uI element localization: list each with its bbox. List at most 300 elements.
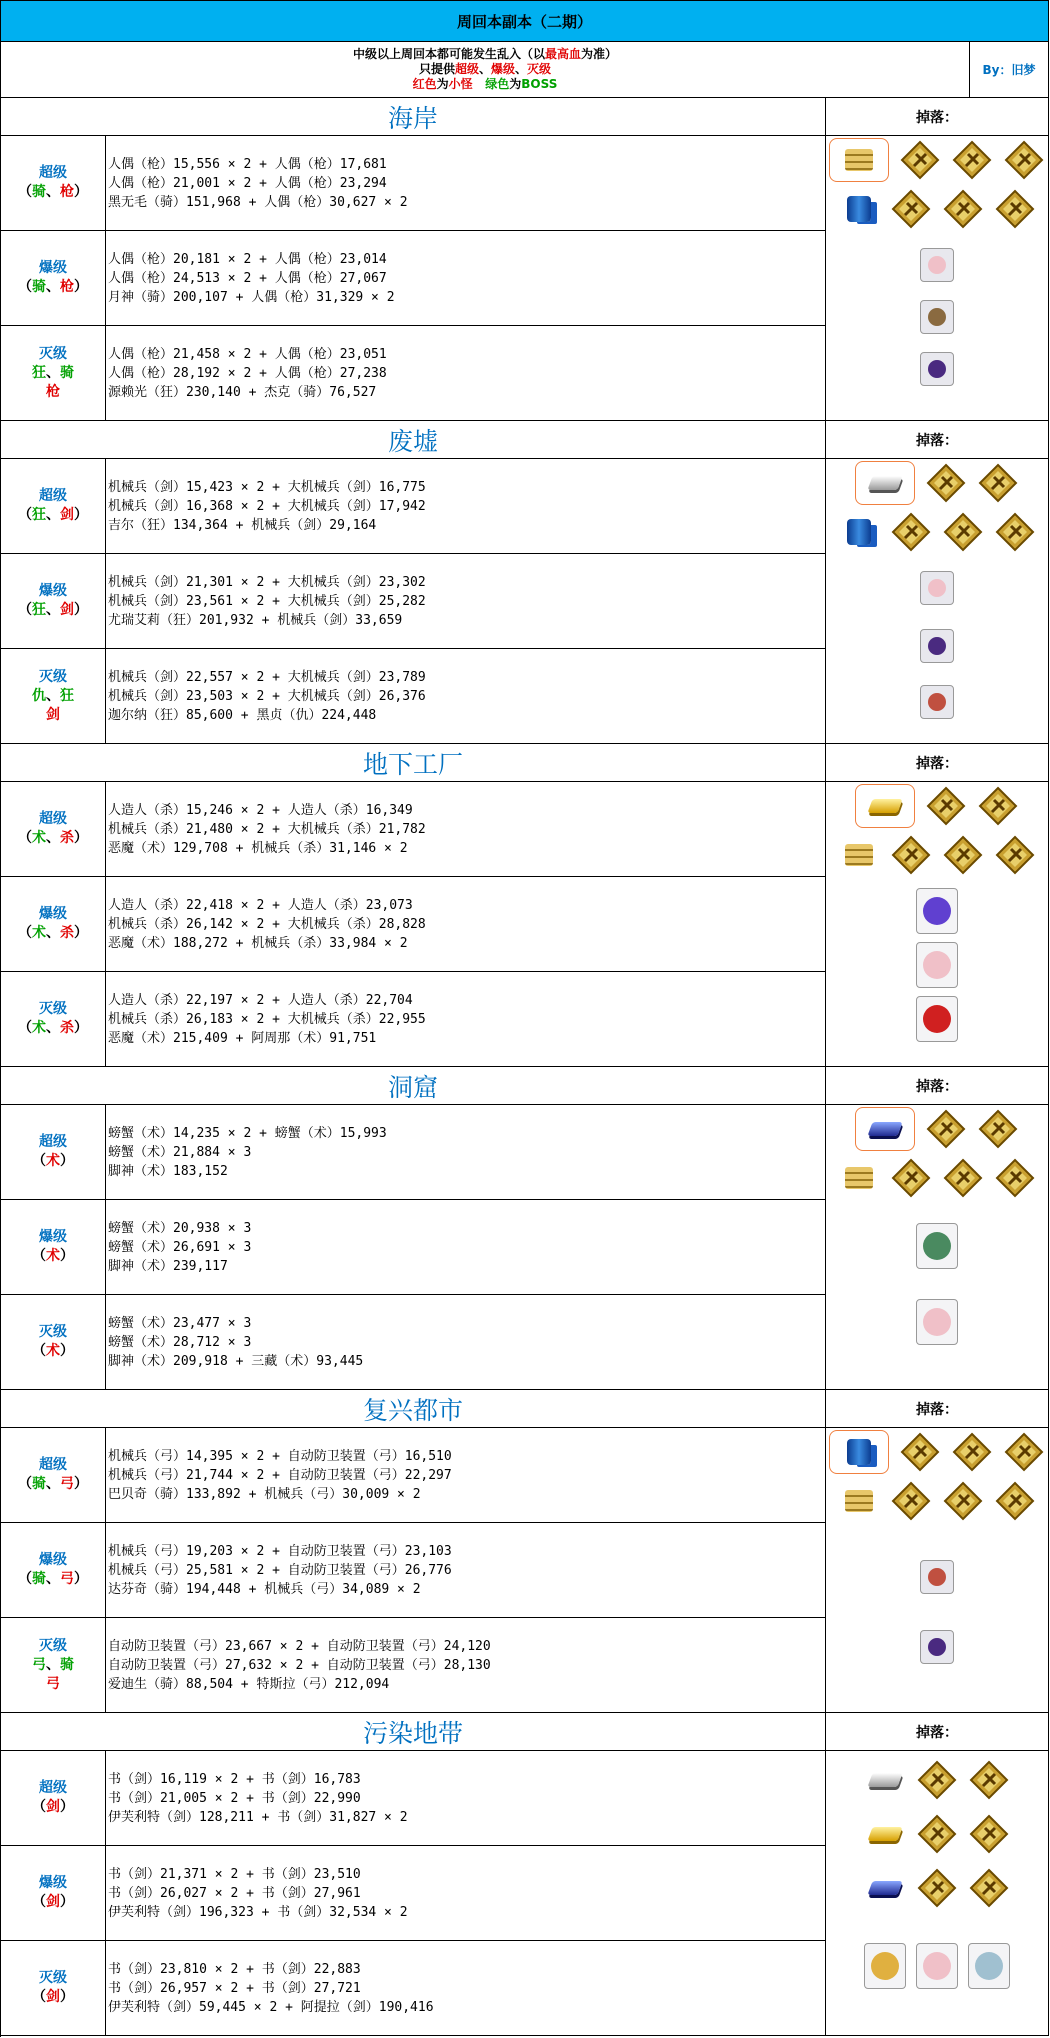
drop-label: 掉落：	[826, 1713, 1048, 1751]
class-part: 仇	[32, 687, 46, 704]
class-part: 骑	[32, 279, 46, 295]
tier-name: 爆级	[39, 1875, 67, 1891]
class-part: 杀	[60, 830, 74, 846]
enemy-list	[106, 1618, 826, 1713]
drops-cell	[826, 782, 1048, 1067]
class-part: 骑	[60, 364, 74, 381]
drop-label: 掉落：	[826, 1390, 1048, 1428]
tier-cell	[1, 554, 106, 649]
class-part: 弓	[32, 1656, 46, 1673]
card-core	[923, 951, 951, 979]
ingot-shape	[867, 476, 902, 490]
class-part: 、	[46, 1476, 60, 1492]
tier-class	[18, 506, 88, 525]
stack-shape	[845, 844, 873, 866]
caster-monument-icon	[968, 1813, 1010, 1855]
drops-cell	[826, 1105, 1048, 1390]
enemy-wave: 人偶（枪）21,001 × 2 + 人偶（枪）23,294	[108, 175, 387, 191]
class-part: 术	[46, 1153, 60, 1169]
archer-piece-icon	[994, 188, 1036, 230]
note-line-3	[413, 77, 558, 92]
lancer-piece-icon	[890, 1480, 932, 1522]
enemy-wave: 恶魔（术）129,708 + 机械兵（杀）31,146 × 2	[108, 840, 408, 856]
drop-label: 掉落：	[826, 421, 1048, 459]
card-core	[923, 897, 951, 925]
card-core	[871, 1952, 899, 1980]
drop-row	[826, 1157, 1048, 1199]
section-title: 废墟	[1, 421, 826, 459]
tier-class	[32, 1893, 74, 1912]
enemy-wave: 书（剑）21,371 × 2 + 书（剑）23,510	[108, 1866, 361, 1882]
note-3-f: BOSS	[521, 77, 558, 91]
enemy-list	[106, 649, 826, 744]
enemy-wave: 机械兵（剑）23,561 × 2 + 大机械兵（剑）25,282	[108, 593, 426, 609]
assassin-piece-icon	[994, 511, 1036, 553]
tier-name: 爆级	[39, 583, 67, 599]
class-part: 剑	[60, 602, 74, 618]
tier-class	[32, 1342, 74, 1361]
section-title: 海岸	[1, 98, 826, 136]
class-part: （	[18, 925, 32, 941]
stack-shape	[845, 1490, 873, 1512]
gold-stack-icon	[838, 1157, 880, 1199]
page-title: 周回本副本（二期）	[1, 1, 1049, 42]
tier-name: 爆级	[39, 906, 67, 922]
drops-cell	[826, 136, 1048, 421]
class-part: ）	[74, 602, 88, 618]
enemy-list	[106, 1846, 826, 1941]
tier-class	[32, 687, 74, 706]
enemy-wave: 脚神（术）209,918 + 三藏（术）93,445	[108, 1353, 364, 1369]
enemy-wave: 人造人（杀）22,197 × 2 + 人造人（杀）22,704	[108, 992, 413, 1008]
blue-ingot-icon	[864, 1867, 906, 1909]
class-part: 、	[46, 687, 60, 704]
drop-row	[826, 461, 1048, 505]
tier-cell	[1, 231, 106, 326]
enemy-wave: 书（剑）26,027 × 2 + 书（剑）27,961	[108, 1885, 361, 1901]
enemy-wave: 伊芙利特（剑）196,323 + 书（剑）32,534 × 2	[108, 1904, 408, 1920]
class-part: （	[32, 1989, 46, 2005]
enemy-wave: 人偶（枪）21,458 × 2 + 人偶（枪）23,051	[108, 346, 387, 362]
tier-cell	[1, 1846, 106, 1941]
section-title: 洞窟	[1, 1067, 826, 1105]
tier-name: 爆级	[39, 260, 67, 276]
class-part: 枪	[46, 383, 60, 400]
section-title: 复兴都市	[1, 1390, 826, 1428]
tier-class	[18, 183, 88, 202]
drop-label: 掉落：	[826, 744, 1048, 782]
class-part: 、	[46, 1656, 60, 1673]
section-1	[1, 98, 1049, 421]
enemy-wave: 吉尔（狂）134,364 + 机械兵（剑）29,164	[108, 517, 377, 533]
enemy-wave: 书（剑）21,005 × 2 + 书（剑）22,990	[108, 1790, 361, 1806]
berserker-piece-icon	[942, 188, 984, 230]
tier-name: 超级	[39, 1457, 67, 1473]
class-part: ）	[74, 830, 88, 846]
class-part: 狂	[32, 364, 46, 381]
class-part: 、	[46, 279, 60, 295]
gem-frame	[920, 1630, 954, 1664]
berserker-monument-icon	[977, 1108, 1019, 1150]
drop-row	[826, 998, 1048, 1040]
enemy-wave: 机械兵（杀）26,142 × 2 + 大机械兵（杀）28,828	[108, 916, 426, 932]
blue-canister-icon	[838, 511, 880, 553]
enemy-wave: 人偶（枪）15,556 × 2 + 人偶（枪）17,681	[108, 156, 387, 172]
class-part: 弓	[46, 1675, 60, 1692]
gem-frame	[920, 571, 954, 605]
ingot-shape	[867, 1827, 902, 1841]
class-part: ）	[74, 1476, 88, 1492]
class-part: （	[32, 1894, 46, 1910]
tier-cell	[1, 326, 106, 421]
tier-cell	[1, 782, 106, 877]
gem-core	[928, 308, 946, 326]
tier-class	[18, 924, 88, 943]
enemy-wave: 螃蟹（术）23,477 × 3	[108, 1315, 252, 1331]
enemy-list	[106, 231, 826, 326]
card-frame	[916, 1299, 958, 1345]
class-part: ）	[74, 925, 88, 941]
archer-piece-icon	[925, 462, 967, 504]
berserker-piece-icon	[942, 511, 984, 553]
note-2-sep1: 、	[478, 62, 491, 76]
drop-row	[826, 1430, 1048, 1474]
caster-monument-icon	[977, 785, 1019, 827]
class-part: ）	[60, 1799, 74, 1815]
notes-text	[1, 42, 969, 97]
lancer-piece-icon	[890, 1157, 932, 1199]
stack-shape	[845, 1167, 873, 1189]
card-frame	[916, 1223, 958, 1269]
caster-piece-icon	[925, 1108, 967, 1150]
mud-icon	[916, 296, 958, 338]
enemy-wave: 机械兵（剑）21,301 × 2 + 大机械兵（剑）23,302	[108, 574, 426, 590]
drop-row	[826, 1107, 1048, 1151]
enemy-wave: 人偶（枪）20,181 × 2 + 人偶（枪）23,014	[108, 251, 387, 267]
drop-row	[826, 1556, 1048, 1598]
drop-row	[826, 567, 1048, 609]
enemy-wave: 人偶（枪）24,513 × 2 + 人偶（枪）27,067	[108, 270, 387, 286]
section-title: 污染地带	[1, 1713, 826, 1751]
tier-name: 爆级	[39, 1552, 67, 1568]
enemy-wave: 恶魔（术）188,272 + 机械兵（杀）33,984 × 2	[108, 935, 408, 951]
enemy-wave: 机械兵（弓）21,744 × 2 + 自动防卫装置（弓）22,297	[108, 1467, 452, 1483]
tier-cell	[1, 1523, 106, 1618]
archer-piece-icon	[916, 1759, 958, 1801]
enemy-list	[106, 1941, 826, 2036]
tier-cell	[1, 1751, 106, 1846]
class-part: 剑	[46, 706, 60, 723]
class-part: 、	[46, 602, 60, 618]
drop-label: 掉落：	[826, 98, 1048, 136]
gem-core	[928, 579, 946, 597]
note-2-sep2: 、	[515, 62, 528, 76]
gem-frame	[920, 248, 954, 282]
tier-cell	[1, 972, 106, 1067]
class-part: 狂	[32, 602, 46, 618]
enemy-wave: 恶魔（术）215,409 + 阿周那（术）91,751	[108, 1030, 377, 1046]
enemy-wave: 自动防卫装置（弓）27,632 × 2 + 自动防卫装置（弓）28,130	[108, 1657, 491, 1673]
enemy-wave: 人造人（杀）22,418 × 2 + 人造人（杀）23,073	[108, 897, 413, 913]
drop-row	[826, 188, 1048, 230]
class-part: ）	[74, 184, 88, 200]
caster-monument-icon	[977, 462, 1019, 504]
class-part: ）	[60, 1894, 74, 1910]
section-5	[1, 1390, 1049, 1713]
class-part: 、	[46, 830, 60, 846]
tier-class	[18, 278, 88, 297]
tier-class	[18, 601, 88, 620]
class-part: 弓	[60, 1571, 74, 1587]
enemy-wave: 螃蟹（术）21,884 × 3	[108, 1144, 252, 1160]
class-part: （	[18, 507, 32, 523]
gem-core	[928, 1568, 946, 1586]
class-part: ）	[60, 1153, 74, 1169]
drops-cell	[826, 459, 1048, 744]
class-part: （	[32, 1248, 46, 1264]
enemy-wave: 迦尔纳（狂）85,600 + 黑贞（仇）224,448	[108, 707, 377, 723]
enemy-wave: 螃蟹（术）28,712 × 3	[108, 1334, 252, 1350]
note-3-b: 为	[436, 77, 449, 91]
assassin-piece-icon	[916, 1813, 958, 1855]
class-part: 、	[46, 925, 60, 941]
class-part: ）	[74, 507, 88, 523]
author-credit: By：旧梦	[969, 42, 1048, 97]
class-part: （	[18, 602, 32, 618]
card-core	[975, 1952, 1003, 1980]
drop-row	[826, 138, 1048, 182]
gem-frame	[920, 300, 954, 334]
gem-frame	[920, 685, 954, 719]
class-part: ）	[60, 1343, 74, 1359]
tier-name: 超级	[39, 1134, 67, 1150]
tier-cell	[1, 1428, 106, 1523]
enemy-wave: 爱迪生（骑）88,504 + 特斯拉（弓）212,094	[108, 1676, 390, 1692]
gear-fragment-icon	[916, 1556, 958, 1598]
drop-row	[826, 834, 1048, 876]
class-part: 剑	[60, 507, 74, 523]
section-6	[1, 1713, 1049, 2036]
enemy-wave: 书（剑）16,119 × 2 + 书（剑）16,783	[108, 1771, 361, 1787]
note-2-a: 超级	[454, 62, 479, 76]
lancer-monument-icon	[994, 1480, 1036, 1522]
class-part: 狂	[32, 507, 46, 523]
drop-row	[826, 681, 1048, 723]
gold-stack-icon	[838, 1480, 880, 1522]
class-part: （	[18, 830, 32, 846]
tier-class	[32, 364, 74, 383]
notes-block	[1, 42, 1049, 98]
tier-class	[18, 1019, 88, 1038]
drop-row	[826, 784, 1048, 828]
tier-name: 超级	[39, 165, 67, 181]
class-part: 弓	[60, 1476, 74, 1492]
drop-row	[826, 1867, 1048, 1909]
shell-icon	[916, 567, 958, 609]
enemy-wave: 自动防卫装置（弓）23,667 × 2 + 自动防卫装置（弓）24,120	[108, 1638, 491, 1654]
tier-name: 灭级	[39, 668, 67, 685]
rider-piece-icon	[942, 1480, 984, 1522]
caster-piece-icon	[916, 1867, 958, 1909]
card-core	[923, 1005, 951, 1033]
lamp-card-icon	[864, 1945, 906, 1987]
class-part: 骑	[32, 1476, 46, 1492]
drop-row	[826, 890, 1048, 932]
enemy-list	[106, 554, 826, 649]
sections	[1, 98, 1049, 2036]
drop-row	[826, 1301, 1048, 1343]
drop-row	[826, 348, 1048, 390]
note-1-post: 为准）	[581, 47, 618, 61]
tier-class	[18, 829, 88, 848]
gem-core	[928, 637, 946, 655]
void-dust-icon	[916, 348, 958, 390]
note-2-b: 爆级	[491, 62, 516, 76]
shell-card-icon	[916, 1945, 958, 1987]
gem-core	[928, 693, 946, 711]
note-3-a: 红色	[412, 77, 437, 91]
class-part: 、	[46, 184, 60, 200]
note-2-pre: 只提供	[418, 62, 455, 76]
enemy-list	[106, 1751, 826, 1846]
enemy-wave: 机械兵（剑）16,368 × 2 + 大机械兵（剑）17,942	[108, 498, 426, 514]
enemy-wave: 人偶（枪）28,192 × 2 + 人偶（枪）27,238	[108, 365, 387, 381]
gem-frame	[920, 629, 954, 663]
ingot-shape	[867, 1881, 902, 1895]
void-dust-icon	[916, 625, 958, 667]
lancer-piece-icon	[890, 834, 932, 876]
canister-shape	[847, 1439, 871, 1465]
drop-row	[826, 1813, 1048, 1855]
class-part: （	[18, 1476, 32, 1492]
tier-class	[32, 1247, 74, 1266]
enemy-wave: 源赖光（狂）230,140 + 杰克（骑）76,527	[108, 384, 377, 400]
scroll-card-icon	[968, 1945, 1010, 1987]
enemy-wave: 巴贝奇（骑）133,892 + 机械兵（弓）30,009 × 2	[108, 1486, 421, 1502]
green-orb-icon	[916, 1225, 958, 1267]
ingot-shape	[867, 1122, 902, 1136]
class-part: 杀	[60, 925, 74, 941]
card-frame	[864, 1943, 906, 1989]
class-part: ）	[74, 1020, 88, 1036]
class-part: 、	[46, 507, 60, 523]
ingot-shape	[867, 1773, 902, 1787]
ingot-shape	[867, 799, 902, 813]
gold-stack-icon	[829, 138, 889, 182]
archer-piece-icon	[1003, 1431, 1045, 1473]
tier-class	[46, 706, 60, 725]
class-part: 剑	[46, 1989, 60, 2005]
card-core	[923, 1308, 951, 1336]
class-part: ）	[74, 279, 88, 295]
card-frame	[916, 996, 958, 1042]
gold-ingot-icon	[855, 784, 915, 828]
gem-frame	[920, 352, 954, 386]
enemy-wave: 机械兵（剑）15,423 × 2 + 大机械兵（剑）16,775	[108, 479, 426, 495]
caster-monument-icon	[968, 1759, 1010, 1801]
shell-card-icon	[916, 1301, 958, 1343]
class-part: （	[18, 184, 32, 200]
enemy-list	[106, 459, 826, 554]
enemy-wave: 伊芙利特（剑）128,211 + 书（剑）31,827 × 2	[108, 1809, 408, 1825]
class-part: （	[18, 1020, 32, 1036]
class-part: 骑	[60, 1656, 74, 1673]
gem-core	[928, 360, 946, 378]
class-part: ）	[60, 1989, 74, 2005]
enemy-wave: 机械兵（弓）14,395 × 2 + 自动防卫装置（弓）16,510	[108, 1448, 452, 1464]
enemy-wave: 月神（骑）200,107 + 人偶（枪）31,329 × 2	[108, 289, 395, 305]
tier-cell	[1, 1200, 106, 1295]
class-part: 、	[46, 1571, 60, 1587]
class-part: 杀	[60, 1020, 74, 1036]
enemy-list	[106, 782, 826, 877]
enemy-wave: 脚神（术）239,117	[108, 1258, 228, 1274]
enemy-wave: 机械兵（弓）19,203 × 2 + 自动防卫装置（弓）23,103	[108, 1543, 452, 1559]
enemy-wave: 机械兵（杀）21,480 × 2 + 大机械兵（杀）21,782	[108, 821, 426, 837]
gold-ingot-icon	[864, 1813, 906, 1855]
class-part: ）	[74, 1571, 88, 1587]
class-part: 枪	[60, 279, 74, 295]
section-2	[1, 421, 1049, 744]
tier-class	[18, 1475, 88, 1494]
drop-row	[826, 944, 1048, 986]
enemy-wave: 机械兵（弓）25,581 × 2 + 自动防卫装置（弓）26,776	[108, 1562, 452, 1578]
stack-shape	[845, 149, 873, 171]
enemy-wave: 达芬奇（骑）194,448 + 机械兵（弓）34,089 × 2	[108, 1581, 421, 1597]
note-line-1	[353, 47, 617, 62]
enemy-wave: 机械兵（剑）23,503 × 2 + 大机械兵（剑）26,376	[108, 688, 426, 704]
class-part: ）	[60, 1248, 74, 1264]
note-3-e: 为	[509, 77, 522, 91]
lancer-piece-icon	[899, 139, 941, 181]
tier-cell	[1, 1941, 106, 2036]
drop-row	[826, 1626, 1048, 1668]
enemy-list	[106, 1428, 826, 1523]
class-part: 、	[46, 364, 60, 381]
blue-canister-icon	[838, 188, 880, 230]
section-3	[1, 744, 1049, 1067]
tier-name: 灭级	[39, 1970, 67, 1986]
void-dust-icon	[916, 1626, 958, 1668]
tier-class	[18, 1570, 88, 1589]
class-part: 骑	[32, 1571, 46, 1587]
class-part: （	[32, 1153, 46, 1169]
berserker-piece-icon	[951, 1431, 993, 1473]
class-part: 、	[46, 1020, 60, 1036]
purple-gem-icon	[916, 890, 958, 932]
canister-shape	[847, 196, 871, 222]
red-orb-icon	[916, 998, 958, 1040]
tier-name: 灭级	[39, 1637, 67, 1654]
tier-name: 爆级	[39, 1229, 67, 1245]
lancer-monument-icon	[994, 834, 1036, 876]
rider-piece-icon	[951, 139, 993, 181]
drop-row	[826, 1945, 1048, 1987]
gear-fragment-icon	[916, 681, 958, 723]
drop-label: 掉落：	[826, 1067, 1048, 1105]
card-frame	[916, 942, 958, 988]
lancer-monument-icon	[994, 1157, 1036, 1199]
drop-row	[826, 625, 1048, 667]
drop-row	[826, 296, 1048, 338]
shell-icon	[916, 244, 958, 286]
enemy-wave: 螃蟹（术）14,235 × 2 + 螃蟹（术）15,993	[108, 1125, 387, 1141]
enemy-list	[106, 877, 826, 972]
class-part: （	[18, 1571, 32, 1587]
saber-piece-icon	[890, 188, 932, 230]
section-title: 地下工厂	[1, 744, 826, 782]
card-core	[923, 1952, 951, 1980]
